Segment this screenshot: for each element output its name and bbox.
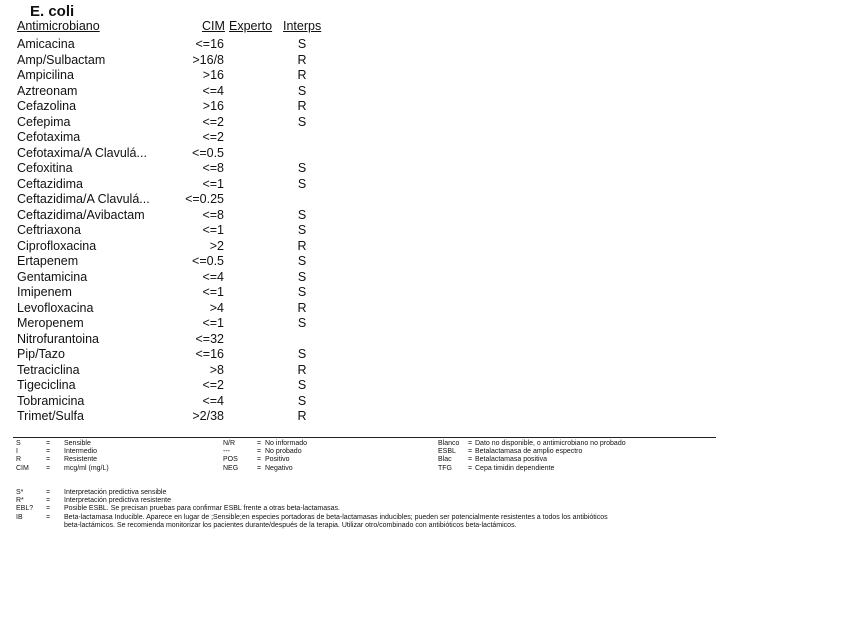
drug-name: Ceftriaxona: [17, 223, 81, 237]
drug-name: Cefepima: [17, 114, 71, 129]
table-row: [0, 394, 340, 410]
cim-value: <=16: [195, 347, 224, 361]
drug-name: Amicacina: [17, 37, 75, 51]
table-row: [0, 270, 340, 286]
legend-value: Sensible: [64, 440, 91, 447]
table-row: [0, 239, 340, 255]
legend-value: Negativo: [265, 464, 293, 472]
table-row: [0, 130, 340, 146]
legend-value: Dato no disponible, o antimicrobiano no probado: [475, 440, 626, 447]
legend-equals: =: [46, 505, 51, 513]
interp-value: R: [297, 362, 307, 377]
legend-key: ESBL: [438, 448, 456, 456]
legend-key: TFG: [438, 464, 452, 472]
cim-value: >16: [202, 68, 224, 82]
legend-value: Intermedio: [64, 448, 98, 456]
table-row: [0, 285, 340, 301]
legend-key: CIM: [16, 464, 29, 472]
table-row: [0, 378, 340, 394]
legend-equals: =: [46, 456, 51, 464]
legend-value: Posible ESBL. Se precisan pruebas para confirmar ESBL frente a otras beta-lactamasas.: [64, 505, 340, 513]
drug-name: Amp/Sulbactam: [17, 52, 106, 67]
interp-value: S: [297, 254, 307, 268]
cim-value: <=1: [202, 316, 224, 330]
legend-entry: [438, 448, 718, 456]
cim-value: <=2: [202, 114, 224, 129]
table-row: [0, 68, 340, 84]
interp-value: S: [297, 223, 307, 237]
legend-entry: [16, 497, 736, 505]
legend-key: IB: [16, 513, 23, 521]
legend-entry: [16, 505, 736, 513]
drug-name: Tobramicina: [17, 393, 85, 408]
table-row: [0, 409, 340, 425]
legend-entry: [223, 448, 423, 456]
drug-name: Imipenem: [17, 285, 72, 299]
legend-entry: [16, 522, 736, 530]
legend-entry: [16, 489, 736, 497]
table-row: [0, 192, 340, 208]
legend-value: Betalactamasa de amplio espectro: [475, 448, 583, 456]
drug-name: Pip/Tazo: [17, 347, 65, 361]
cim-value: <=16: [195, 37, 224, 51]
legend-key: I: [16, 448, 18, 456]
drug-name: Ampicilina: [17, 68, 74, 82]
interp-value: S: [297, 207, 307, 222]
legend-key: Blac: [438, 456, 452, 464]
drug-name: Meropenem: [17, 316, 84, 330]
drug-name: Ciprofloxacina: [17, 238, 97, 253]
cim-value: <=4: [202, 269, 224, 284]
cim-value: <=4: [202, 393, 224, 408]
cim-value: <=1: [202, 285, 224, 299]
interp-value: R: [297, 68, 307, 82]
drug-name: Cefoxitina: [17, 161, 73, 175]
organism-title: E. coli: [30, 3, 75, 20]
legend-equals: =: [257, 456, 262, 464]
legend-value: No informado: [265, 440, 308, 447]
legend-value: Beta-lactamasa Inducible. Aparece en lugar de ;Sensible;en especies portadoras de beta-lactamasas inducibles; pueden ser potencialmente resistentes a todos los antibióticos: [64, 513, 608, 521]
interp-value: S: [297, 176, 307, 191]
legend-key: EBL?: [16, 505, 34, 513]
legend-entry: [438, 456, 718, 464]
legend-entry: [223, 465, 423, 473]
table-row: [0, 115, 340, 131]
table-row: [0, 99, 340, 115]
drug-name: Levofloxacina: [17, 300, 94, 315]
legend-equals: =: [46, 440, 51, 447]
legend-divider: [13, 437, 716, 438]
cim-value: >8: [209, 362, 224, 377]
legend-entry: [16, 465, 216, 473]
drug-name: Cefotaxima/A Clavulá...: [17, 145, 147, 160]
drug-name: Trimet/Sulfa: [17, 409, 84, 423]
legend-equals: =: [46, 513, 51, 521]
table-row: [0, 332, 340, 348]
table-row: [0, 177, 340, 193]
legend-key: S*: [16, 489, 24, 496]
cim-value: <=1: [202, 223, 224, 237]
legend-entry: [223, 440, 423, 448]
cim-value: >16: [202, 99, 224, 113]
legend-notes: [16, 489, 736, 530]
legend-value: Positivo: [265, 456, 290, 464]
interp-value: S: [297, 378, 307, 392]
legend-value: mcg/ml (mg/L): [64, 464, 109, 472]
legend-equals: =: [468, 440, 473, 447]
legend-key: POS: [223, 456, 238, 464]
legend-equals: =: [257, 448, 262, 456]
drug-name: Aztreonam: [17, 83, 78, 98]
legend-key: Blanco: [438, 440, 460, 447]
legend-equals: =: [46, 448, 51, 456]
table-row: [0, 363, 340, 379]
legend-equals: =: [468, 464, 473, 472]
cim-value: >4: [209, 300, 224, 315]
legend-entry: [16, 448, 216, 456]
interp-value: R: [297, 52, 307, 67]
legend-key: NEG: [223, 464, 239, 472]
interp-value: S: [297, 285, 307, 299]
drug-name: Ertapenem: [17, 254, 79, 268]
interp-value: R: [297, 99, 307, 113]
legend-equals: =: [257, 464, 262, 472]
legend-value: Cepa timidin dependiente: [475, 464, 555, 472]
drug-name: Cefazolina: [17, 99, 77, 113]
table-row: [0, 316, 340, 332]
header-expert: Experto: [229, 19, 273, 33]
legend-equals: =: [468, 448, 473, 456]
legend-entry: [16, 514, 736, 522]
table-row: [0, 84, 340, 100]
cim-value: >2: [209, 238, 224, 253]
legend-value: No probado: [265, 448, 302, 456]
drug-name: Gentamicina: [17, 269, 88, 284]
legend-entry: [16, 440, 216, 448]
cim-value: <=32: [195, 331, 224, 346]
interp-value: S: [297, 37, 307, 51]
interp-value: S: [297, 83, 307, 98]
interp-value: R: [297, 300, 307, 315]
header-interp: Interps: [283, 19, 322, 33]
legend-value: beta-lactámicos. Se recomienda monitorizar los pacientes durante/después de la terapia. Utilizar otro/combinado con antibióticos beta-lactámicos.: [64, 521, 517, 529]
legend-entry: [438, 440, 718, 448]
cim-value: <=2: [202, 378, 224, 392]
legend-equals: =: [468, 456, 473, 464]
legend-entry: [223, 456, 423, 464]
interp-value: S: [297, 316, 307, 330]
interp-value: S: [297, 161, 307, 175]
results-table: [0, 37, 340, 425]
legend-equals: =: [257, 440, 262, 447]
interp-value: S: [297, 347, 307, 361]
drug-name: Tigeciclina: [17, 378, 76, 392]
cim-value: <=1: [202, 176, 224, 191]
table-row: [0, 161, 340, 177]
legend-entry: [16, 456, 216, 464]
table-row: [0, 208, 340, 224]
legend-value: Interpretación predictiva sensible: [64, 489, 167, 496]
drug-name: Ceftazidima: [17, 176, 83, 191]
drug-name: Cefotaxima: [17, 130, 81, 144]
table-row: [0, 146, 340, 162]
cim-value: <=0.25: [185, 192, 224, 206]
interp-value: S: [297, 393, 307, 408]
table-row: [0, 301, 340, 317]
legend-interpretation: [16, 440, 216, 473]
legend-equals: =: [46, 489, 51, 496]
cim-value: <=2: [202, 130, 224, 144]
table-row: [0, 37, 340, 53]
drug-name: Ceftazidima/Avibactam: [17, 207, 145, 222]
legend-key: R: [16, 456, 22, 464]
legend-codes: [438, 440, 718, 473]
legend-status: [223, 440, 423, 473]
legend-equals: =: [46, 464, 51, 472]
drug-name: Tetraciclina: [17, 362, 80, 377]
legend-key: S: [16, 440, 21, 447]
interp-value: R: [297, 238, 307, 253]
legend-value: Resistente: [64, 456, 98, 464]
legend-key: ---: [223, 448, 230, 456]
legend-equals: =: [46, 497, 51, 505]
legend-value: Interpretación predictiva resistente: [64, 497, 171, 505]
table-row: [0, 223, 340, 239]
cim-value: <=8: [202, 207, 224, 222]
cim-value: <=8: [202, 161, 224, 175]
legend-entry: [438, 465, 718, 473]
legend-value: Betalactamasa positiva: [475, 456, 547, 464]
legend-key: N/R: [223, 440, 236, 447]
header-cim: CIM: [202, 19, 225, 33]
legend-key: R*: [16, 497, 24, 505]
interp-value: S: [297, 269, 307, 284]
table-row: [0, 254, 340, 270]
cim-value: >16/8: [192, 52, 224, 67]
cim-value: <=4: [202, 83, 224, 98]
cim-value: <=0.5: [192, 145, 224, 160]
table-row: [0, 347, 340, 363]
drug-name: Nitrofurantoina: [17, 331, 99, 346]
drug-name: Ceftazidima/A Clavulá...: [17, 192, 150, 206]
interp-value: S: [297, 114, 307, 129]
cim-value: >2/38: [192, 409, 224, 423]
header-antimicrobial: Antimicrobiano: [17, 19, 100, 33]
table-row: [0, 53, 340, 69]
interp-value: R: [297, 409, 307, 423]
cim-value: <=0.5: [192, 254, 224, 268]
